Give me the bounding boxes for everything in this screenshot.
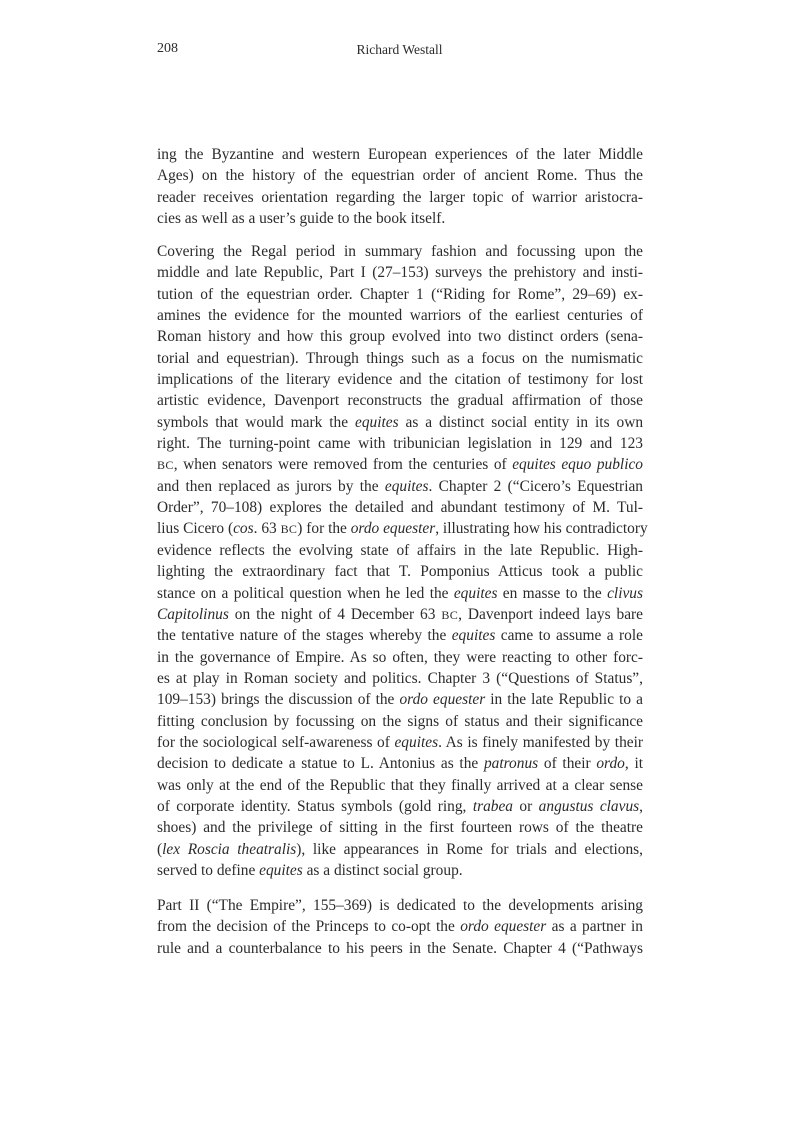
- text-line: [157, 187, 643, 208]
- text-line: [157, 326, 643, 347]
- text-run: as a distinct social entity in its own: [398, 413, 644, 431]
- text-run: ,: [639, 797, 644, 815]
- text-run: as a partner in: [546, 918, 643, 936]
- text-line: [157, 895, 643, 916]
- text-line: [157, 208, 643, 229]
- text-run: in the governance of Empire. As so often, they were reacting to other forc-: [157, 648, 643, 666]
- text-line: [157, 390, 643, 411]
- text-line: [157, 583, 643, 604]
- text-line: [157, 518, 648, 539]
- page-number: 208: [157, 41, 178, 56]
- text-line: [157, 647, 643, 668]
- text-run: lighting the extraordinary fact that T. Pomponius Atticus took a public: [157, 563, 643, 581]
- text-run: came to assume a role: [495, 627, 643, 645]
- text-line: [157, 165, 643, 186]
- text-run: the tentative nature of the stages whereby the: [157, 627, 452, 645]
- text-run: , Davenport indeed lays bare: [458, 605, 643, 623]
- italic-term: trabea: [472, 797, 513, 815]
- italic-term: equites: [384, 477, 429, 495]
- text-run: Order”, 70–108) explores the detailed and abundant testimony of M. Tul-: [157, 499, 643, 517]
- text-line: [157, 817, 643, 838]
- text-run: or: [513, 797, 539, 815]
- text-run: rule and a counterbalance to his peers in the Senate. Chapter 4 (“Pathways: [157, 939, 643, 957]
- text-run: lius Cicero (: [157, 520, 234, 538]
- text-run: Roman history and how this group evolved into two distinct orders (sena-: [157, 328, 643, 346]
- italic-term: equites: [451, 627, 496, 645]
- text-line: [157, 284, 643, 305]
- italic-term: equites equo publico: [512, 456, 643, 474]
- text-run: evidence reflects the evolving state of affairs in the late Republic. High-: [157, 541, 643, 559]
- italic-term: ordo: [596, 755, 625, 773]
- text-line: [157, 711, 643, 732]
- italic-term: ordo equester: [350, 520, 436, 538]
- text-run: middle and late Republic, Part I (27–153) surveys the prehistory and insti-: [157, 264, 643, 282]
- text-line: [157, 775, 643, 796]
- text-run: symbols that would mark the: [157, 413, 355, 431]
- text-line: [157, 348, 643, 369]
- text-run: for the sociological self-awareness of: [157, 733, 395, 751]
- text-run: amines the evidence for the mounted warriors of the earliest centuries of: [157, 307, 643, 325]
- italic-term: lex Roscia theatralis: [162, 840, 297, 858]
- text-run: . As is finely manifested by their: [438, 733, 643, 751]
- text-run: ), like appearances in Rome for trials and elections,: [296, 840, 643, 858]
- text-line: [157, 938, 643, 959]
- text-run: cies as well as a user’s guide to the book itself.: [157, 210, 446, 228]
- italic-term: equites: [259, 861, 303, 879]
- text-run: torial and equestrian). Through things such as a focus on the numismatic: [157, 349, 643, 367]
- text-run: (: [157, 840, 163, 858]
- text-line: [157, 839, 643, 860]
- text-run: in the late Republic to a: [485, 691, 643, 709]
- running-head-author: Richard Westall: [356, 42, 443, 57]
- text-run: . Chapter 2 (“Cicero’s Equestrian: [428, 477, 643, 495]
- italic-term: equites: [394, 733, 439, 751]
- small-caps-era: BC: [280, 522, 298, 537]
- text-run: reader receives orientation regarding the larger topic of warrior aristocra-: [157, 188, 643, 206]
- text-run: . 63: [253, 520, 281, 538]
- text-line: [157, 625, 643, 646]
- italic-term: clivus: [607, 584, 643, 602]
- italic-term: ordo equester: [460, 918, 547, 936]
- text-line: [157, 305, 643, 326]
- text-run: was only at the end of the Republic that they finally arrived at a clear sense: [157, 776, 643, 794]
- paragraph: [157, 895, 643, 959]
- text-run: right. The turning-point came with tribunician legislation in 129 and 123: [157, 435, 643, 453]
- text-run: on the night of 4 December 63: [228, 605, 442, 623]
- text-line: [157, 144, 643, 165]
- italic-term: equites: [453, 584, 498, 602]
- text-line: [157, 497, 643, 518]
- italic-term: cos: [233, 520, 254, 538]
- text-line: [157, 540, 643, 561]
- text-run: Part II (“The Empire”, 155–369) is dedicated to the developments arising: [157, 897, 643, 914]
- text-run: from the decision of the Princeps to co-opt the: [157, 918, 461, 936]
- text-run: artistic evidence, Davenport reconstructs the gradual affirmation of those: [157, 392, 643, 410]
- text-run: , illustrating how his contradictory: [435, 520, 648, 538]
- text-run: en masse to the: [497, 584, 608, 602]
- text-run: of their: [538, 755, 597, 773]
- italic-term: angustus clavus: [538, 797, 640, 815]
- text-run: of corporate identity. Status symbols (gold ring,: [157, 797, 473, 815]
- text-run: ) for the: [297, 520, 351, 538]
- text-run: tution of the equestrian order. Chapter 1 (“Riding for Rome”, 29–69) ex-: [157, 285, 643, 303]
- text-run: , when senators were removed from the centuries of: [173, 456, 513, 474]
- text-line: [157, 604, 643, 625]
- text-line: [157, 753, 643, 774]
- text-run: implications of the literary evidence and the citation of testimony for lost: [157, 371, 643, 389]
- italic-term: Capitolinus: [157, 605, 229, 623]
- text-run: es at play in Roman society and politics. Chapter 3 (“Questions of Status”,: [157, 669, 643, 687]
- text-run: decision to dedicate a statue to L. Antonius as the: [157, 755, 484, 773]
- text-line: [157, 796, 643, 817]
- text-run: shoes) and the privilege of sitting in the first fourteen rows of the theatre: [157, 819, 643, 837]
- text-line: [157, 732, 643, 753]
- text-run: as a distinct social group.: [302, 861, 463, 879]
- text-line: [157, 369, 643, 390]
- text-line: [157, 412, 643, 433]
- text-line: [157, 916, 643, 937]
- text-run: Covering the Regal period in summary fashion and focussing upon the: [157, 243, 643, 260]
- text-line: [157, 668, 643, 689]
- text-line: [157, 476, 643, 497]
- paragraph: [157, 144, 643, 229]
- italic-term: equites: [354, 413, 399, 431]
- text-line: [157, 689, 643, 710]
- text-run: 109–153) brings the discussion of the: [157, 691, 400, 709]
- text-line: [157, 561, 643, 582]
- text-run: , it: [624, 755, 644, 773]
- text-run: and then replaced as jurors by the: [157, 477, 385, 495]
- text-line: [157, 241, 643, 262]
- text-line: [157, 454, 643, 475]
- text-run: ing the Byzantine and western European experiences of the later Middle: [157, 146, 643, 163]
- text-line: [157, 433, 643, 454]
- text-run: fitting conclusion by focussing on the signs of status and their significance: [157, 712, 643, 730]
- paragraph: [157, 241, 648, 881]
- text-run: served to define: [157, 861, 260, 879]
- text-run: stance on a political question when he led the: [157, 584, 454, 602]
- text-run: Ages) on the history of the equestrian order of ancient Rome. Thus the: [157, 167, 643, 185]
- small-caps-era: BC: [157, 458, 174, 473]
- italic-term: patronus: [483, 755, 539, 773]
- small-caps-era: BC: [441, 607, 459, 622]
- text-line: [157, 262, 643, 283]
- text-line: [157, 860, 643, 881]
- italic-term: ordo equester: [399, 691, 486, 709]
